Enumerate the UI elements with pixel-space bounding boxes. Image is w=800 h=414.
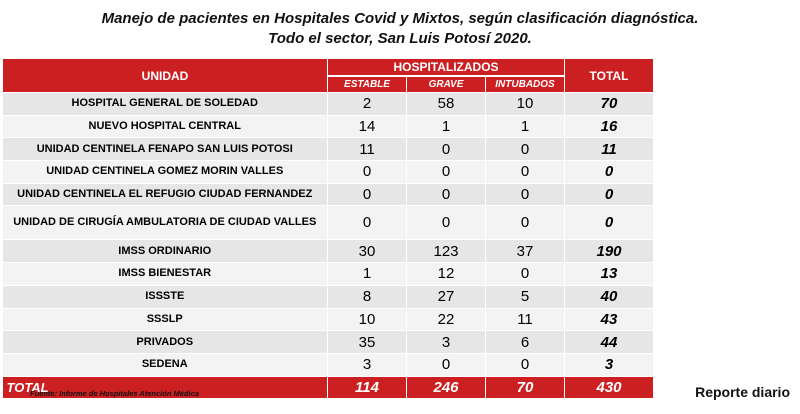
- cell-estable: 1: [328, 263, 407, 286]
- cell-grave: 0: [407, 353, 486, 376]
- cell-grave: 123: [407, 240, 486, 263]
- cell-intubados: 5: [486, 285, 565, 308]
- cell-unidad: UNIDAD CENTINELA FENAPO SAN LUIS POTOSI: [3, 138, 328, 161]
- cell-total: 3: [565, 353, 654, 376]
- cell-unidad: UNIDAD CENTINELA EL REFUGIO CIUDAD FERNANDEZ: [3, 183, 328, 206]
- header-intubados: INTUBADOS: [486, 76, 565, 93]
- table-row: [3, 161, 654, 184]
- total-total: 430: [565, 376, 654, 398]
- title-line-1: Manejo de pacientes en Hospitales Covid y Mixtos, según clasificación diagnóstica.: [101, 10, 699, 27]
- cell-unidad: UNIDAD DE CIRUGÍA AMBULATORIA DE CIUDAD VALLES: [3, 206, 328, 240]
- cell-intubados: 0: [486, 161, 565, 184]
- table-row: [3, 308, 654, 331]
- table-row: [3, 285, 654, 308]
- cell-unidad: IMSS ORDINARIO: [3, 240, 328, 263]
- cell-grave: 0: [407, 161, 486, 184]
- cell-intubados: 0: [486, 353, 565, 376]
- cell-unidad: NUEVO HOSPITAL CENTRAL: [3, 115, 328, 138]
- total-label: TOTAL: [3, 376, 328, 398]
- cell-intubados: 0: [486, 183, 565, 206]
- cell-total: 70: [565, 93, 654, 116]
- cell-grave: 12: [407, 263, 486, 286]
- table-row: [3, 206, 654, 240]
- cell-estable: 10: [328, 308, 407, 331]
- hospital-table: [2, 58, 654, 398]
- cell-unidad: HOSPITAL GENERAL DE SOLEDAD: [3, 93, 328, 116]
- cell-grave: 58: [407, 93, 486, 116]
- table-row: [3, 263, 654, 286]
- cell-intubados: 0: [486, 263, 565, 286]
- cell-intubados: 0: [486, 138, 565, 161]
- cell-grave: 3: [407, 331, 486, 354]
- source-note: Fuente: Informe de Hospitales Atención Médica: [30, 389, 199, 398]
- cell-grave: 27: [407, 285, 486, 308]
- title-line-2: Todo el sector, San Luis Potosí 2020.: [268, 30, 532, 47]
- total-intubados: 70: [486, 376, 565, 398]
- total-estable: 114: [328, 376, 407, 398]
- header-unidad: UNIDAD: [3, 59, 328, 93]
- cell-estable: 30: [328, 240, 407, 263]
- cell-intubados: 1: [486, 115, 565, 138]
- cell-estable: 0: [328, 161, 407, 184]
- cell-total: 0: [565, 206, 654, 240]
- cell-estable: 3: [328, 353, 407, 376]
- table-row: [3, 353, 654, 376]
- cell-unidad: UNIDAD CENTINELA GOMEZ MORIN VALLES: [3, 161, 328, 184]
- table-row: [3, 138, 654, 161]
- table-row: [3, 93, 654, 116]
- cell-total: 11: [565, 138, 654, 161]
- cell-total: 40: [565, 285, 654, 308]
- cell-intubados: 37: [486, 240, 565, 263]
- table-body: [3, 93, 654, 377]
- header-total: TOTAL: [565, 59, 654, 93]
- header-hospitalizados: HOSPITALIZADOS: [328, 59, 565, 76]
- cell-total: 44: [565, 331, 654, 354]
- header-estable: ESTABLE: [328, 76, 407, 93]
- table-row: [3, 331, 654, 354]
- cell-intubados: 0: [486, 206, 565, 240]
- report-title: [0, 9, 800, 49]
- cell-grave: 1: [407, 115, 486, 138]
- cell-intubados: 11: [486, 308, 565, 331]
- total-grave: 246: [407, 376, 486, 398]
- cell-unidad: SSSLP: [3, 308, 328, 331]
- cell-estable: 8: [328, 285, 407, 308]
- table-row: [3, 240, 654, 263]
- cell-total: 0: [565, 161, 654, 184]
- cell-intubados: 10: [486, 93, 565, 116]
- cell-intubados: 6: [486, 331, 565, 354]
- cell-total: 190: [565, 240, 654, 263]
- cell-total: 43: [565, 308, 654, 331]
- cell-total: 13: [565, 263, 654, 286]
- header-grave: GRAVE: [407, 76, 486, 93]
- cell-estable: 35: [328, 331, 407, 354]
- cell-unidad: SEDENA: [3, 353, 328, 376]
- cell-grave: 0: [407, 206, 486, 240]
- cell-estable: 14: [328, 115, 407, 138]
- cell-estable: 2: [328, 93, 407, 116]
- cell-grave: 22: [407, 308, 486, 331]
- daily-report-label: Reporte diario: [695, 384, 790, 400]
- cell-total: 0: [565, 183, 654, 206]
- cell-estable: 0: [328, 206, 407, 240]
- cell-unidad: IMSS BIENESTAR: [3, 263, 328, 286]
- cell-unidad: PRIVADOS: [3, 331, 328, 354]
- cell-grave: 0: [407, 183, 486, 206]
- table-row: [3, 115, 654, 138]
- table-row: [3, 183, 654, 206]
- cell-estable: 11: [328, 138, 407, 161]
- cell-total: 16: [565, 115, 654, 138]
- cell-estable: 0: [328, 183, 407, 206]
- cell-unidad: ISSSTE: [3, 285, 328, 308]
- cell-grave: 0: [407, 138, 486, 161]
